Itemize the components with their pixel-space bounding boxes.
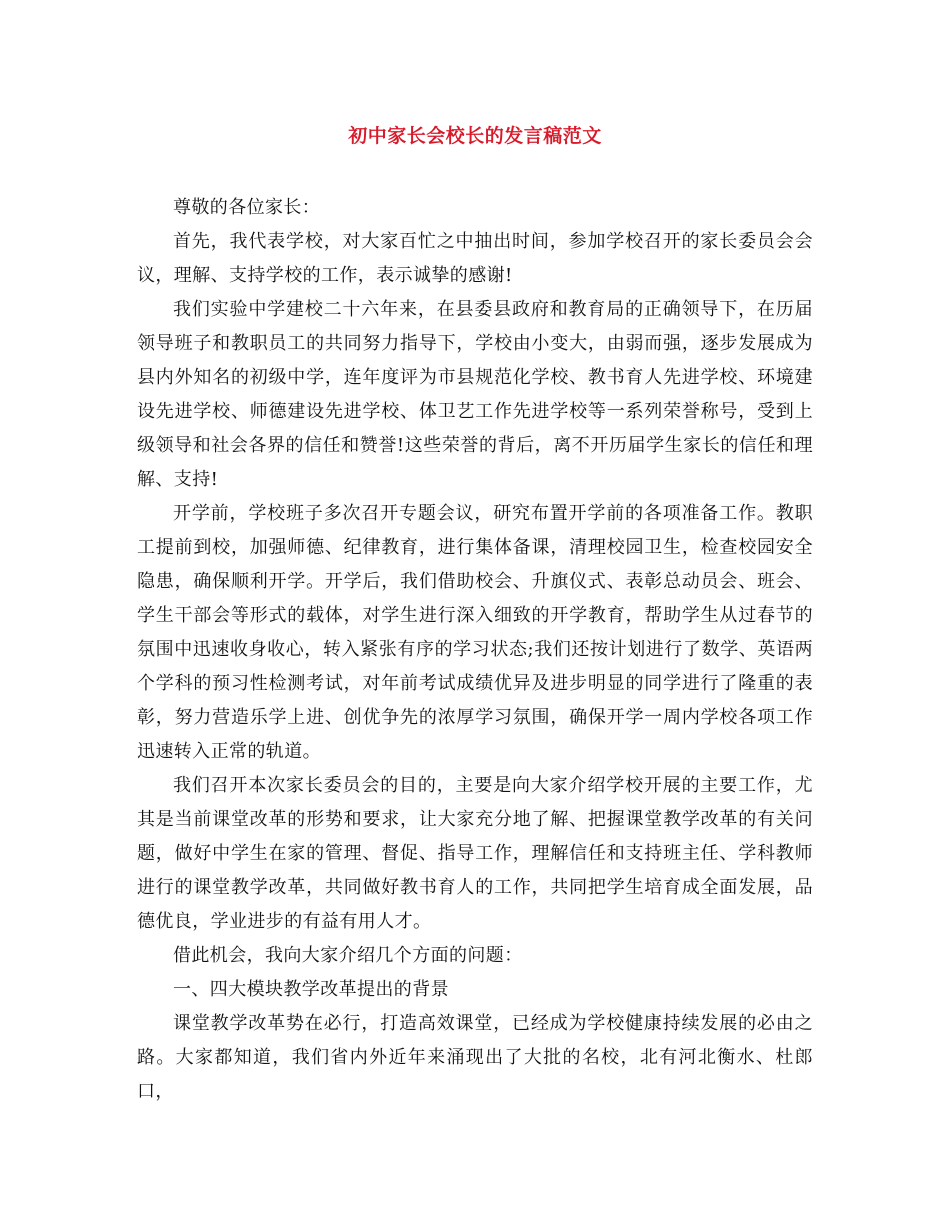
paragraph-reform: 课堂教学改革势在必行，打造高效课堂，已经成为学校健康持续发展的必由之路。大家都知道，我们省内外近年来涌现出了大批的名校，北有河北衡水、杜郎口，	[137, 1013, 813, 1102]
document-title: 初中家长会校长的发言稿范文	[348, 125, 602, 147]
paragraph-thanks: 首先，我代表学校，对大家百忙之中抽出时间，参加学校召开的家长委员会会议，理解、支持学校的工作，表示诚挚的感谢!	[137, 231, 813, 286]
paragraph-introduction: 借此机会，我向大家介绍几个方面的问题：	[173, 945, 523, 966]
document-body	[137, 191, 813, 1109]
paragraph-semester-start: 开学前，学校班子多次召开专题会议，研究布置开学前的各项准备工作。教职工提前到校，加强师德、纪律教育，进行集体备课，清理校园卫生，检查校园安全隐患，确保顺利开学。开学后，我们借助校会、升旗仪式、表彰总动员会、班会、学生干部会等形式的载体，对学生进行深入细致的开学教育，帮助学生从过春节的氛围中迅速收身收心，转入紧张有序的学习状态;我们还按计划进行了数学、英语两个学科的预习性检测考试，对年前考试成绩优异及进步明显的同学进行了隆重的表彰，努力营造乐学上进、创优争先的浓厚学习氛围，确保开学一周内学校各项工作迅速转入正常的轨道。	[137, 503, 813, 762]
paragraph-salutation: 尊敬的各位家长：	[173, 197, 321, 218]
section-heading-background: 一、四大模块教学改革提出的背景	[173, 979, 449, 1000]
paragraph-purpose: 我们召开本次家长委员会的目的，主要是向大家介绍学校开展的主要工作，尤其是当前课堂改革的形势和要求，让大家充分地了解、把握课堂教学改革的有关问题，做好中学生在家的管理、督促、指导工作，理解信任和支持班主任、学科教师进行的课堂教学改革，共同做好教书育人的工作，共同把学生培育成全面发展，品德优良，学业进步的有益有用人才。	[137, 775, 813, 932]
paragraph-history: 我们实验中学建校二十六年来，在县委县政府和教育局的正确领导下，在历届领导班子和教职员工的共同努力指导下，学校由小变大，由弱而强，逐步发展成为县内外知名的初级中学，连年度评为市县规范化学校、教书育人先进学校、环境建设先进学校、师德建设先进学校、体卫艺工作先进学校等一系列荣誉称号，受到上级领导和社会各界的信任和赞誉!这些荣誉的背后，离不开历届学生家长的信任和理解、支持!	[137, 299, 813, 490]
